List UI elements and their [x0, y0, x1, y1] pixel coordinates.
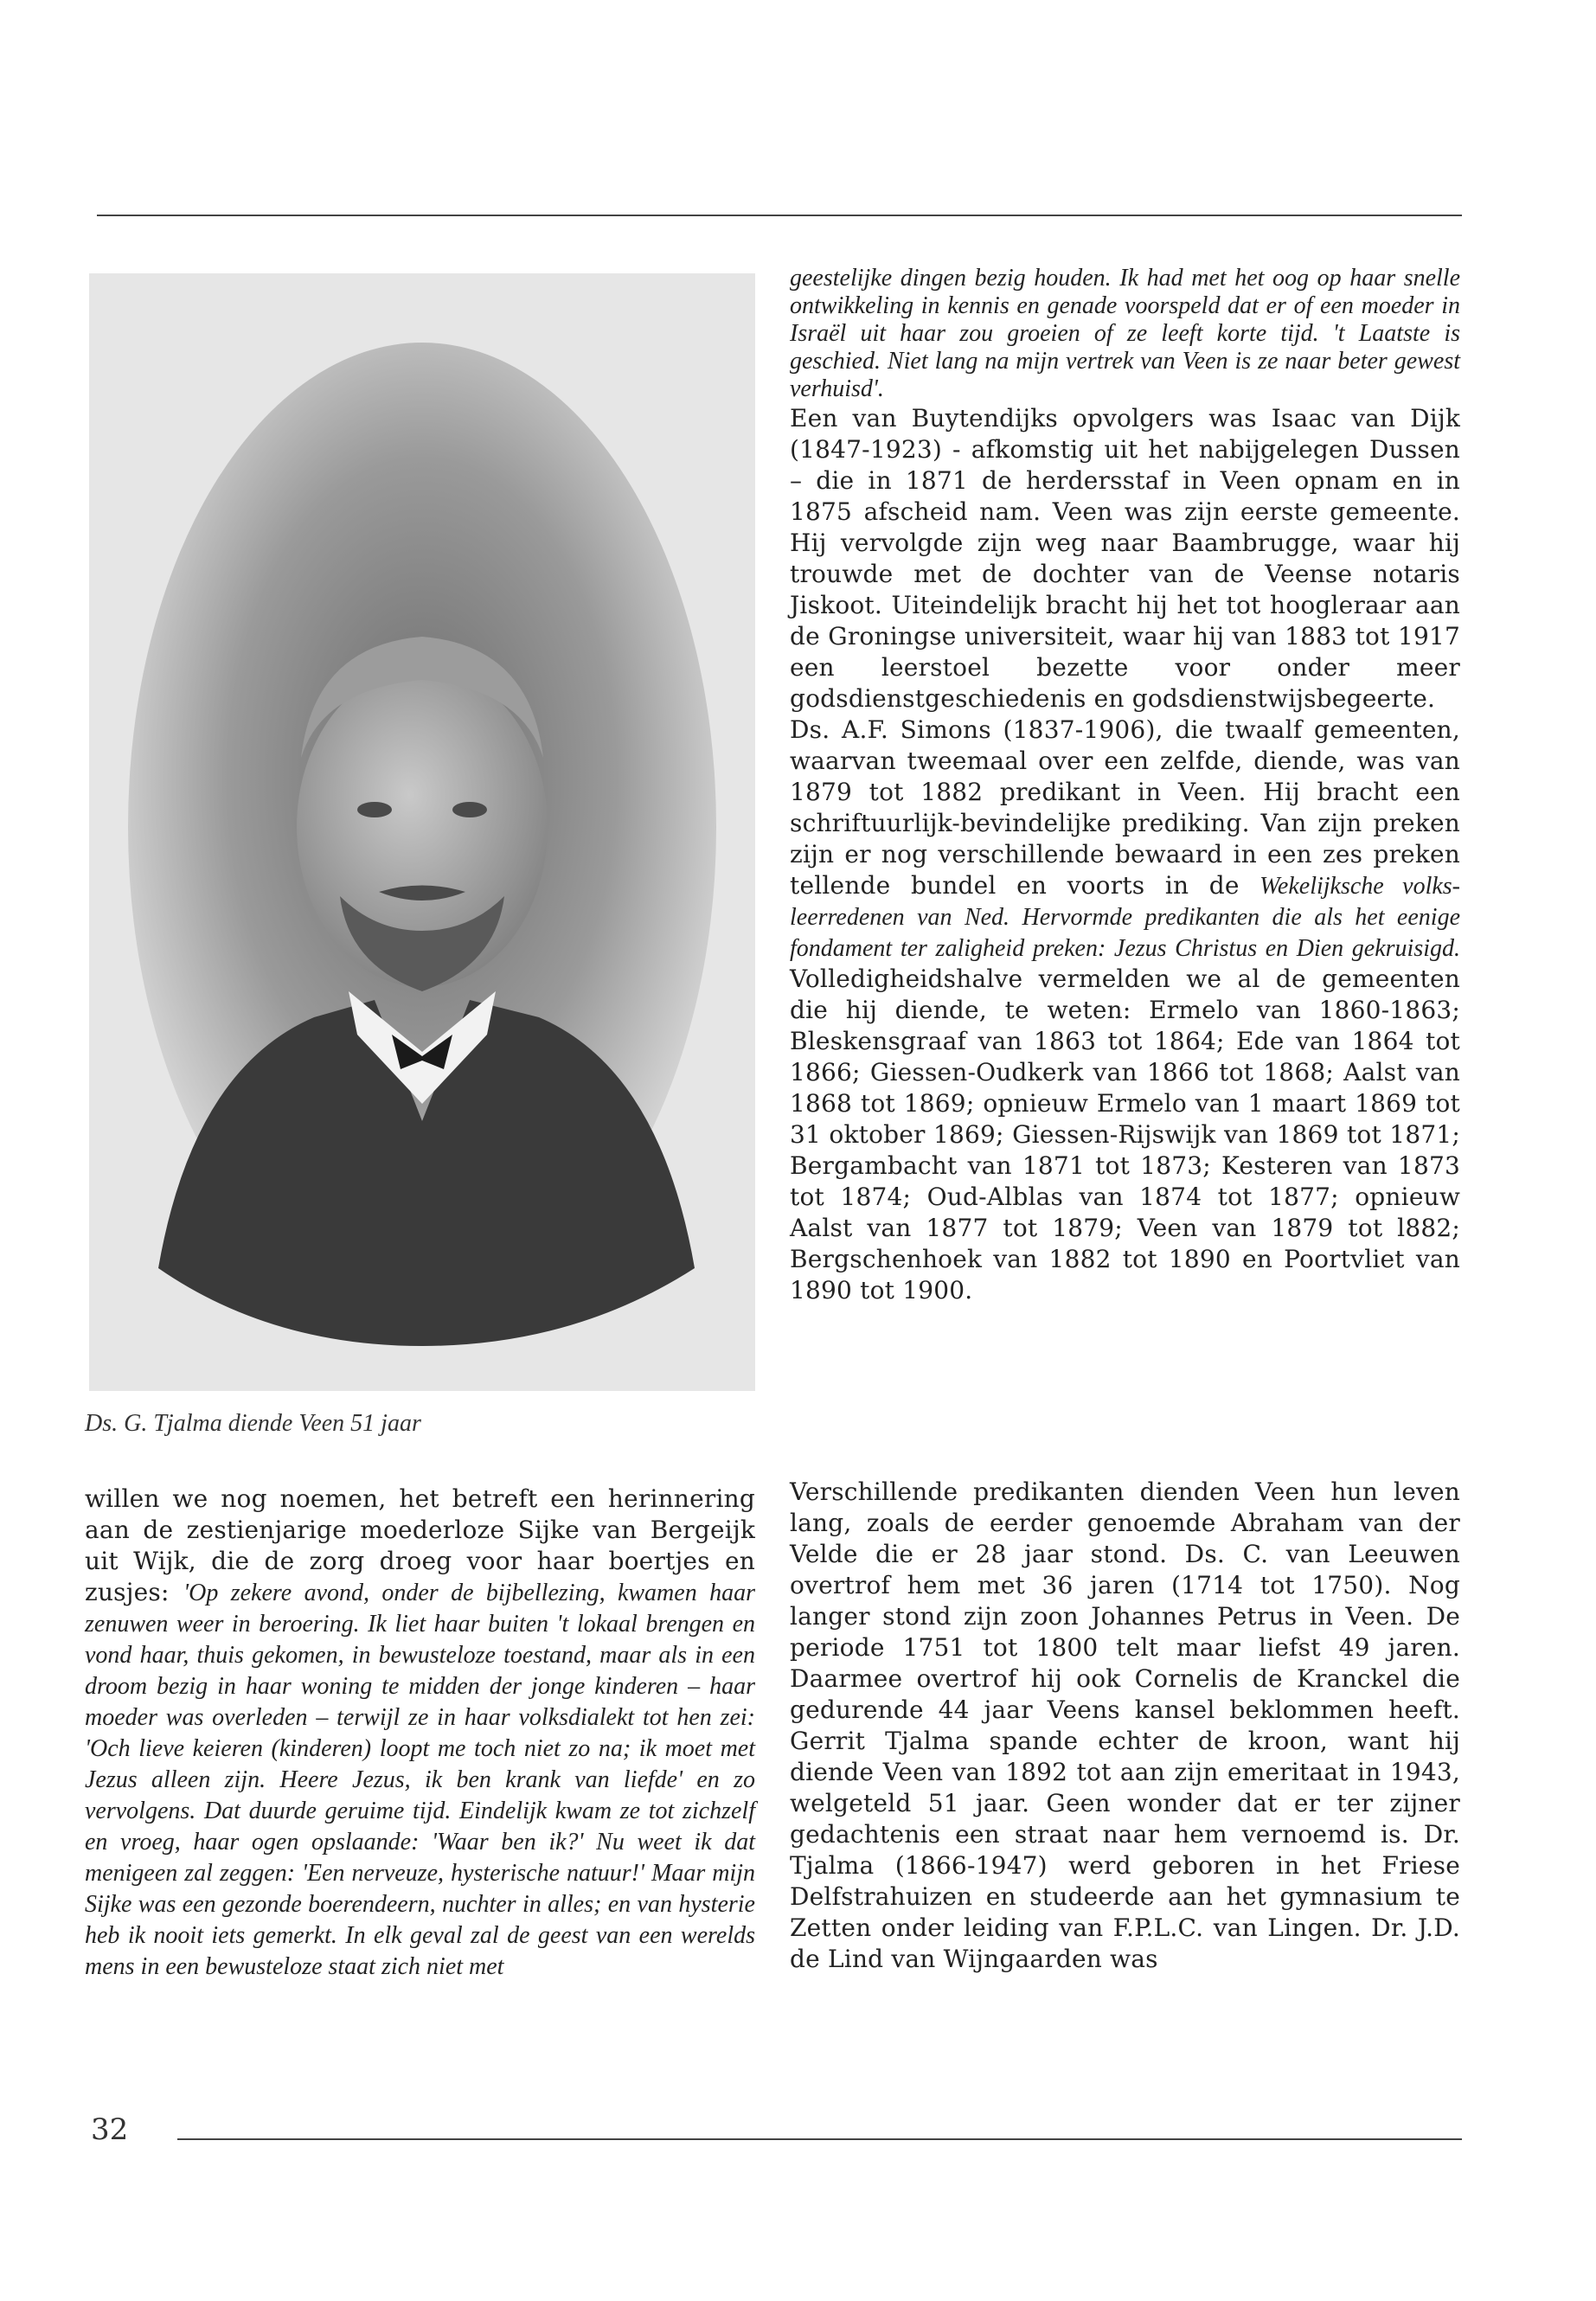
page-number: 32 — [91, 2112, 129, 2147]
simons-paragraph-congregations: Volledigheidshalve vermelden we al de gemeenten die hij diende, te weten: Ermelo van 1860-1863; Bleskensgraaf van 1863 tot 1864; Ede van 1864 tot 1866; Giessen-Oudkerk van 1866 tot 1868; Aalst van 1868 tot 1869; opnieuw Ermelo van 1 maart 1869 tot 31 oktober 1869; Giessen-Rijswijk van 1869 tot 1871; Bergambacht van 1871 tot 1873; Kesteren van 1873 tot 1874; Oud-Alblas van 1874 tot 1877; opnieuw Aalst van 1877 tot 1879; Veen van 1879 tot l882; Bergschenhoek van 1882 tot 1890 en Poortvliet van 1890 tot 1900. — [790, 965, 1460, 1304]
publication-title: Wekelijksche volks-leerredenen van Ned. Hervormde predikanten die als het eenige fondament ter zaligheid preken: Jezus Christus en Dien gekruisigd. — [790, 873, 1460, 962]
simons-paragraph-text: Ds. A.F. Simons (1837-1906), die twaalf gemeenten, waarvan tweemaal over een zelfde, diende, was van 1879 tot 1882 predikant in Veen. Hij bracht een schriftuurlijk-bevindelijke prediking. Van zijn preken zijn er nog verschillende bewaard in een zes preken tellende bundel en voorts in de — [790, 715, 1460, 900]
left-paragraph — [85, 1484, 755, 1982]
portrait-photo — [89, 273, 755, 1391]
bottom-rule — [177, 2138, 1462, 2140]
sijke-quote: 'Op zekere avond, onder de bijbellezing, kwamen haar zenuwen weer in beroering. Ik liet haar buiten 't lokaal brengen en vond haar, thuis gekomen, in bewusteloze toestand, maar als in een droom bezig in haar woning te midden der jonge kinderen – haar moeder was overleden – terwijl ze in haar volksdialekt tot hen zei: 'Och lieve keieren (kinderen) loopt me toch niet zo na; ik moet met Jezus alleen zijn. Heere Jezus, ik ben krank van liefde' en zo vervolgens. Dat duurde geruime tijd. Eindelijk kwam ze tot zichzelf en vroeg, haar ogen opslaande: 'Waar ben ik?' Nu weet ik dat menigeen zal zeggen: 'Een nerveuze, hysterische natuur!' Maar mijn Sijke was een gezonde boerendeern, nuchter in alles; en van hysterie heb ik nooit iets gemerkt. In elk geval zal de geest van een werelds mens in een bewusteloze staat zich niet met — [85, 1580, 755, 1980]
left-paragraph-text: willen we nog noemen, het betreft een herinnering aan de zestienjarige moederloze Sijke van Bergeijk uit Wijk, die de zorg droeg voor haar boertjes en zusjes: — [85, 1484, 755, 1606]
left-column — [85, 1484, 755, 1982]
right-column-top — [790, 265, 1460, 1306]
portrait-image — [89, 273, 755, 1391]
quote-continuation: geestelijke dingen bezig houden. Ik had met het oog op haar snelle ontwikkeling in kennis en genade voorspeld dat er of een moeder in Israël uit haar zou groeien of ze leeft korte tijd. 't Laatste is geschied. Niet lang na mijn vertrek van Veen is ze naar beter gewest verhuisd'. — [790, 265, 1460, 402]
photo-caption: Ds. G. Tjalma diende Veen 51 jaar — [85, 1410, 421, 1437]
right-column-bottom — [790, 1477, 1460, 1975]
simons-paragraph — [790, 715, 1460, 1306]
tjalma-paragraph: Verschillende predikanten dienden Veen hun leven lang, zoals de eerder genoemde Abraham van der Velde die er 28 jaar stond. Ds. C. van Leeuwen overtrof hem met 36 jaren (1714 tot 1750). Nog langer stond zijn zoon Johannes Petrus in Veen. De periode 1751 tot 1800 telt maar liefst 49 jaren. Daarmee overtrof hij ook Cornelis de Kranckel die gedurende 44 jaar Veens kansel beklommen heeft. Gerrit Tjalma spande echter de kroon, want hij diende Veen van 1892 tot aan zijn emeritaat in 1943, welgeteld 51 jaar. Geen wonder dat er ter zijner gedachtenis een straat naar hem vernoemd is. Dr. Tjalma (1866-1947) werd geboren in het Friese Delfstrahuizen en studeerde aan het gymnasium te Zetten onder leiding van F.P.L.C. van Lingen. Dr. J.D. de Lind van Wijngaarden was — [790, 1477, 1460, 1973]
top-rule — [97, 215, 1462, 216]
van-dijk-paragraph: Een van Buytendijks opvolgers was Isaac van Dijk (1847-1923) - afkomstig uit het nabijgelegen Dussen – die in 1871 de herdersstaf in Veen opnam en in 1875 afscheid nam. Veen was zijn eerste gemeente. Hij vervolgde zijn weg naar Baambrugge, waar hij trouwde met de dochter van de Veense notaris Jiskoot. Uiteindelijk bracht hij het tot hoogleraar aan de Groningse universiteit, waar hij van 1883 tot 1917 een leerstoel bezette voor onder meer godsdienstgeschiedenis en godsdienstwijsbegeerte. — [790, 404, 1460, 713]
